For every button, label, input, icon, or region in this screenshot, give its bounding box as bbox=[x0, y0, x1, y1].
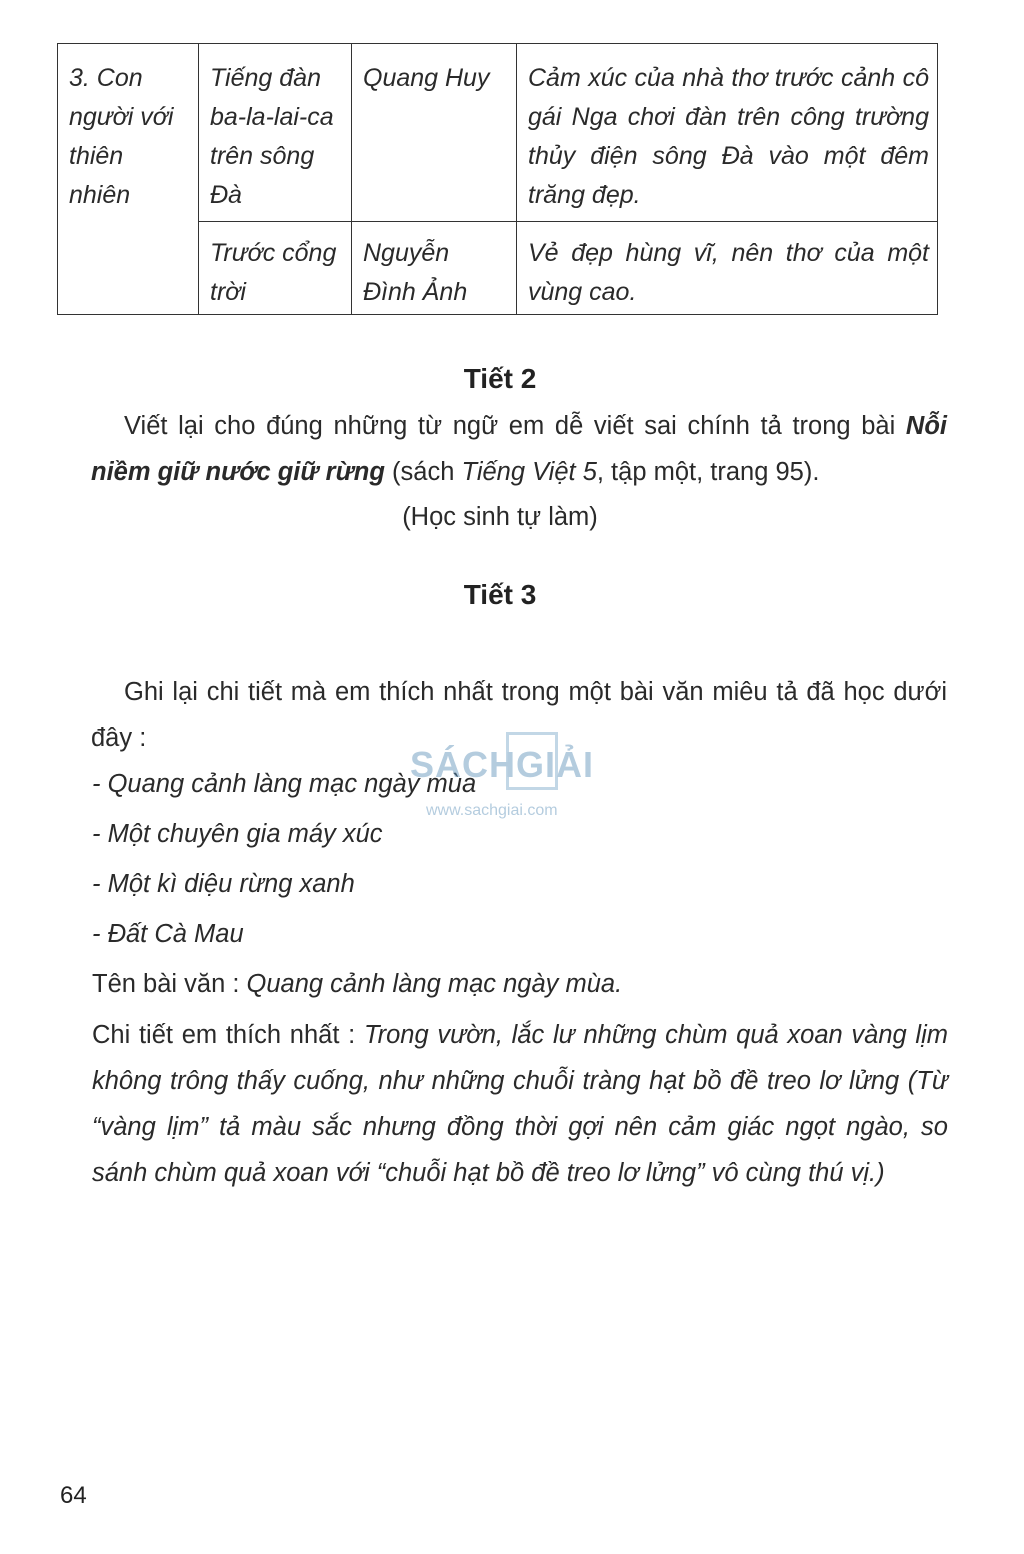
list-item: - Một kì diệu rừng xanh bbox=[92, 870, 355, 898]
watermark-url: www.sachgiai.com bbox=[426, 802, 558, 819]
lesson-title: Nỗi niềm giữ nước giữ rừng bbox=[91, 412, 947, 486]
poem-content-cell: Vẻ đẹp hùng vĩ, nên thơ của một vùng cao. bbox=[517, 222, 938, 315]
poem-author-cell: Nguyễn Đình Ảnh bbox=[352, 222, 517, 315]
tiet2-instruction bbox=[91, 403, 947, 495]
tiet2-instruction-end: , tập một, trang 95). bbox=[596, 458, 820, 486]
poem-author-cell: Quang Huy bbox=[352, 44, 517, 222]
essay-label: Tên bài văn : bbox=[92, 970, 247, 998]
poem-content-cell: Cảm xúc của nhà thơ trước cảnh cô gái Nga chơi đàn trên công trường thủy điện sông Đà vào một đêm trăng đẹp. bbox=[517, 44, 938, 222]
poem-title-cell: Tiếng đàn ba-la-lai-ca trên sông Đà bbox=[199, 44, 352, 222]
page-number: 64 bbox=[60, 1482, 87, 1509]
essay-name: Quang cảnh làng mạc ngày mùa. bbox=[246, 970, 623, 998]
tiet3-instruction: Ghi lại chi tiết mà em thích nhất trong một bài văn miêu tả đã học dưới đây : bbox=[91, 678, 947, 752]
tiet2-instruction-mid: (sách bbox=[384, 458, 462, 486]
essay-name-line bbox=[92, 970, 622, 999]
watermark-logo: SÁCHGIẢI bbox=[410, 744, 595, 785]
favorite-detail bbox=[92, 1012, 948, 1196]
self-work-note: (Học sinh tự làm) bbox=[402, 503, 598, 531]
list-item: - Quang cảnh làng mạc ngày mùa bbox=[92, 770, 477, 798]
tiet2-heading: Tiết 2 bbox=[463, 363, 537, 394]
book-title: Tiếng Việt 5 bbox=[461, 458, 597, 486]
poem-title-cell: Trước cổng trời bbox=[199, 222, 352, 315]
poem-summary-table bbox=[57, 43, 938, 315]
group-label-cell: 3. Con người với thiên nhiên bbox=[58, 44, 199, 315]
table-row bbox=[58, 44, 938, 222]
list-item: - Đất Cà Mau bbox=[92, 920, 244, 948]
detail-text: Trong vườn, lắc lư những chùm quả xoan vàng lịm không trông thấy cuống, như những chuỗi tràng hạt bồ đề treo lơ lửng (Từ “vàng lịm” tả màu sắc nhưng đồng thời gợi nên cảm giác ngọt ngào, so sánh chùm quả xoan với “chuỗi hạt bồ đề treo lơ lửng” vô cùng thú vị.) bbox=[92, 1021, 948, 1187]
tiet3-heading: Tiết 3 bbox=[463, 579, 537, 610]
list-item: - Một chuyên gia máy xúc bbox=[92, 820, 383, 848]
tiet2-instruction-start: Viết lại cho đúng những từ ngữ em dễ viết sai chính tả trong bài bbox=[124, 412, 906, 440]
detail-label: Chi tiết em thích nhất : bbox=[92, 1021, 364, 1049]
